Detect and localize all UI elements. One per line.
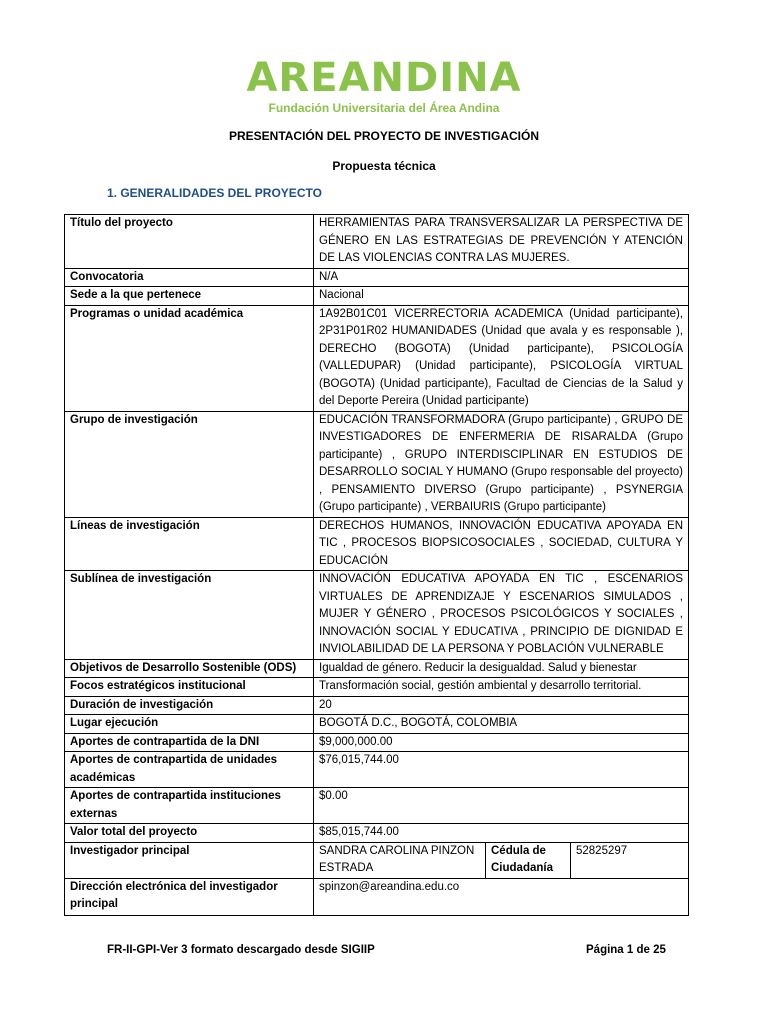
table-row	[65, 788, 689, 824]
table-row	[65, 678, 689, 697]
table-row	[65, 287, 689, 306]
row-label: Aportes de contrapartida instituciones externas	[65, 788, 314, 824]
row-label: Investigador principal	[65, 842, 314, 878]
logo-wordmark: AREANDINA	[246, 55, 522, 101]
row-label: Valor total del proyecto	[65, 824, 314, 843]
row-value: BOGOTÁ D.C., BOGOTÁ, COLOMBIA	[314, 715, 689, 734]
table-row	[65, 824, 689, 843]
row-label: Aportes de contrapartida de la DNI	[65, 733, 314, 752]
row-value: INNOVACIÓN EDUCATIVA APOYADA EN TIC , ESCENARIOS VIRTUALES DE APRENDIZAJE Y ESCENARIOS SIMULADOS , MUJER Y GÉNERO , PROCESOS PSICOLÓGICOS Y SOCIALES , INNOVACIÓN SOCIAL Y EDUCATIVA , PRINCIPIO DE DIGNIDAD E INVIOLABILIDAD DE LA PERSONA Y POBLACIÓN VULNERABLE	[314, 571, 689, 660]
table-row	[65, 659, 689, 678]
row-label: Convocatoria	[65, 268, 314, 287]
row-value: DERECHOS HUMANOS, INNOVACIÓN EDUCATIVA APOYADA EN TIC , PROCESOS BIOPSICOSOCIALES , SOCIEDAD, CULTURA Y EDUCACIÓN	[314, 517, 689, 571]
logo-subtitle: Fundación Universitaria del Área Andina	[268, 101, 500, 115]
investigator-name: SANDRA CAROLINA PINZON ESTRADA	[314, 842, 486, 878]
logo	[0, 56, 768, 115]
row-value: Igualdad de género. Reducir la desigualdad. Salud y bienestar	[314, 659, 689, 678]
row-value: $9,000,000.00	[314, 733, 689, 752]
row-value: N/A	[314, 268, 689, 287]
row-label: Dirección electrónica del investigador principal	[65, 878, 314, 915]
table-row	[65, 752, 689, 788]
id-number: 52825297	[571, 842, 689, 878]
investigator-row	[65, 842, 689, 878]
project-info-table	[64, 214, 689, 916]
row-value: $76,015,744.00	[314, 752, 689, 788]
row-value: 1A92B01C01 VICERRECTORIA ACADEMICA (Unidad participante), 2P31P01R02 HUMANIDADES (Unidad que avala y es responsable ), DERECHO (BOGOTA) (Unidad participante), PSICOLOGÍA (VALLEDUPAR) (Unidad participante), PSICOLOGÍA VIRTUAL (BOGOTA) (Unidad participante), Facultad de Ciencias de la Salud y del Deporte Pereira (Unidad participante)	[314, 305, 689, 411]
table-row	[65, 696, 689, 715]
row-label: Título del proyecto	[65, 215, 314, 269]
row-value: HERRAMIENTAS PARA TRANSVERSALIZAR LA PERSPECTIVA DE GÉNERO EN LAS ESTRATEGIAS DE PREVENCIÓN Y ATENCIÓN DE LAS VIOLENCIAS CONTRA LAS MUJERES.	[314, 215, 689, 269]
table-row	[65, 215, 689, 269]
table-row	[65, 268, 689, 287]
row-value: 20	[314, 696, 689, 715]
table-row	[65, 715, 689, 734]
row-label: Grupo de investigación	[65, 411, 314, 517]
row-label: Sublínea de investigación	[65, 571, 314, 660]
table-row	[65, 517, 689, 571]
footer-page-number: Página 1 de 25	[586, 944, 666, 956]
row-label: Duración de investigación	[65, 696, 314, 715]
table-row	[65, 571, 689, 660]
row-value: $0.00	[314, 788, 689, 824]
row-label: Objetivos de Desarrollo Sostenible (ODS)	[65, 659, 314, 678]
table-row	[65, 411, 689, 517]
document-subtitle: Propuesta técnica	[332, 159, 436, 173]
row-label: Focos estratégicos institucional	[65, 678, 314, 697]
table-row	[65, 733, 689, 752]
footer-form-code: FR-II-GPI-Ver 3 formato descargado desde SIGIIP	[107, 944, 375, 956]
row-label: Líneas de investigación	[65, 517, 314, 571]
table-row	[65, 305, 689, 411]
section-heading: 1. GENERALIDADES DEL PROYECTO	[107, 186, 322, 200]
row-label: Aportes de contrapartida de unidades académicas	[65, 752, 314, 788]
row-value: $85,015,744.00	[314, 824, 689, 843]
row-label: Sede a la que pertenece	[65, 287, 314, 306]
row-value: Transformación social, gestión ambiental y desarrollo territorial.	[314, 678, 689, 697]
investigator-email: spinzon@areandina.edu.co	[314, 878, 689, 915]
row-value: Nacional	[314, 287, 689, 306]
email-row	[65, 878, 689, 915]
id-type-label: Cédula de Ciudadanía	[486, 842, 571, 878]
row-label: Programas o unidad académica	[65, 305, 314, 411]
document-title: PRESENTACIÓN DEL PROYECTO DE INVESTIGACIÓN	[228, 129, 540, 143]
row-value: EDUCACIÓN TRANSFORMADORA (Grupo participante) , GRUPO DE INVESTIGADORES DE ENFERMERIA DE RISARALDA (Grupo participante) , GRUPO INTERDISCIPLINAR EN ESTUDIOS DE DESARROLLO SOCIAL Y HUMANO (Grupo responsable del proyecto) , PENSAMIENTO DIVERSO (Grupo participante) , PSYNERGIA (Grupo participante) , VERBAIURIS (Grupo participante)	[314, 411, 689, 517]
row-label: Lugar ejecución	[65, 715, 314, 734]
